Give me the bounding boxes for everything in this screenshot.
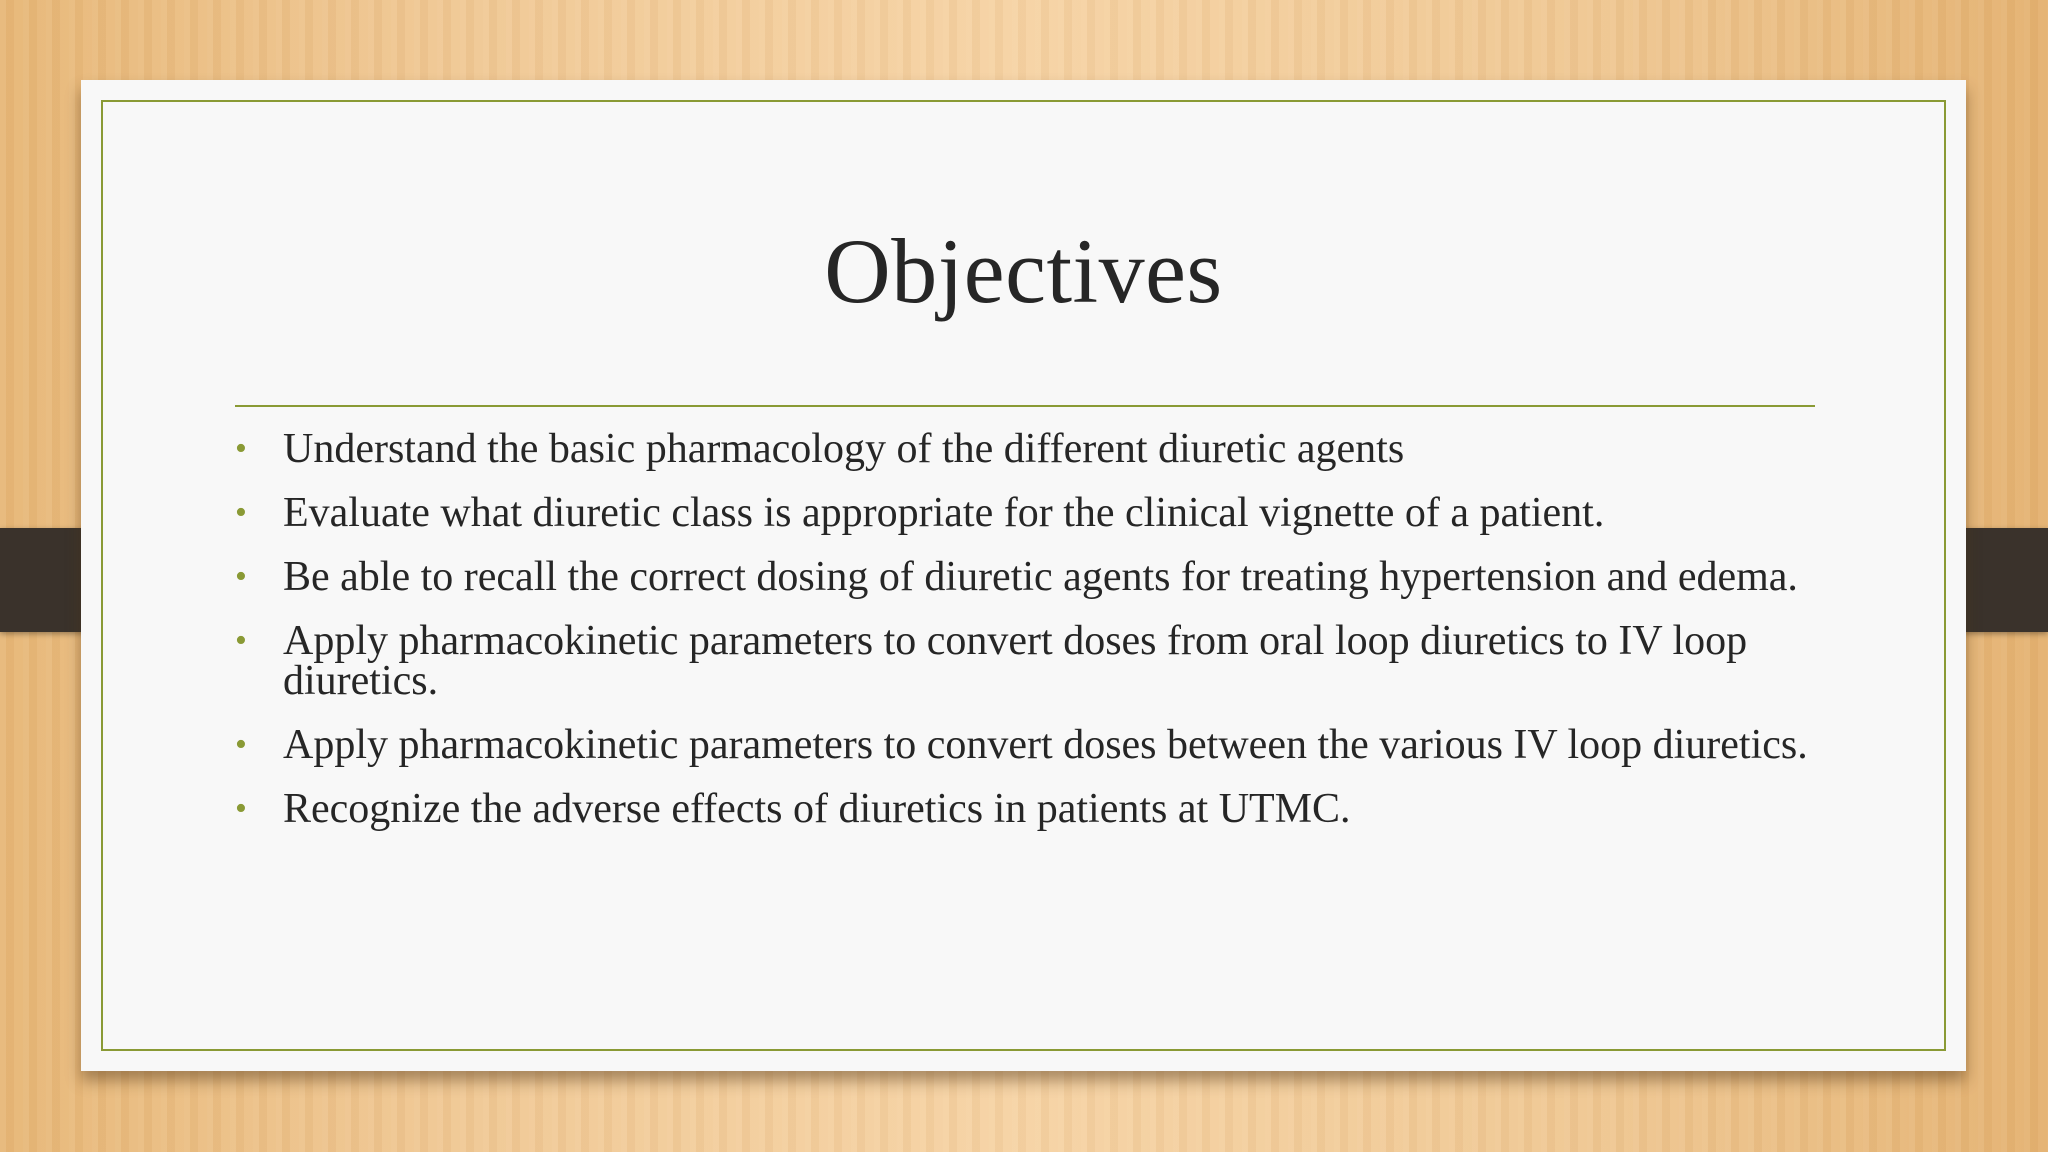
title-divider [235, 405, 1815, 407]
bullet-text: Be able to recall the correct dosing of diuretic agents for treating hypertension and edema. [283, 554, 1798, 600]
bullet-item [235, 554, 1835, 600]
bullet-icon: • [235, 430, 247, 467]
bullet-icon: • [235, 726, 247, 763]
bullet-icon: • [235, 622, 247, 659]
bullet-icon: • [235, 790, 247, 827]
objectives-list [235, 426, 1835, 853]
bullet-text: Apply pharmacokinetic parameters to convert doses from oral loop diuretics to IV loop diuretics. [283, 618, 1748, 704]
bullet-icon: • [235, 558, 247, 595]
bullet-item [235, 618, 1835, 704]
bullet-text: Recognize the adverse effects of diuretics in patients at UTMC. [283, 786, 1351, 832]
bullet-item [235, 722, 1835, 768]
bullet-item [235, 786, 1835, 832]
bullet-text: Evaluate what diuretic class is appropriate for the clinical vignette of a patient. [283, 490, 1605, 536]
slide-title: Objectives [824, 220, 1223, 322]
bullet-item [235, 490, 1835, 536]
bullet-icon: • [235, 494, 247, 531]
bullet-text: Understand the basic pharmacology of the different diuretic agents [283, 426, 1405, 472]
slide [81, 80, 1966, 1071]
bullet-text: Apply pharmacokinetic parameters to convert doses between the various IV loop diuretics. [283, 722, 1808, 768]
bullet-item [235, 426, 1835, 472]
